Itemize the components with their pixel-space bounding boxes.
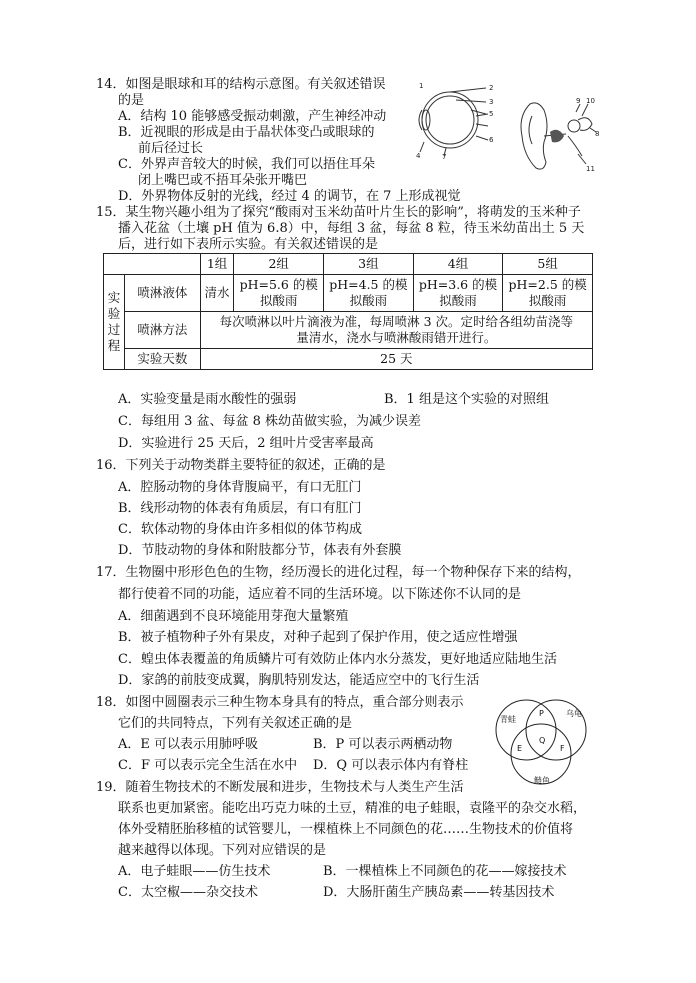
q16-option-a: A．腔肠动物的身体背腹扁平，有口无肛门: [118, 480, 362, 495]
venn-label-q: Q: [539, 736, 546, 745]
q14-option-d: D．外界物体反射的光线，经过 4 的调节，在 7 上形成视觉: [118, 189, 461, 204]
table-header-row: [104, 254, 593, 275]
q16-option-d: D．节肢动物的身体和附肢都分节，体表有外套膜: [118, 543, 402, 558]
q14-option-a: A．结构 10 能够感受振动刺激，产生神经冲动: [118, 109, 387, 124]
venn-label-turtle: 乌龟: [566, 709, 582, 718]
liquid-group-2: pH=5.6 的模 拟酸雨: [234, 275, 324, 312]
row-label-days: 实验天数: [125, 349, 201, 370]
header-group-1: 1组: [200, 254, 234, 275]
eye-diagram: [416, 80, 516, 160]
experiment-table: [103, 253, 593, 370]
venn-diagram: [488, 694, 594, 788]
q18-stem-line1: 18．如图中圆圈表示三种生物本身具有的特点，重合部分则表示: [96, 695, 464, 710]
header-group-2: 2组: [234, 254, 324, 275]
q15-stem-line1: 15．某生物兴趣小组为了探究“酸雨对玉米幼苗叶片生长的影响”，将萌发的玉米种子: [96, 205, 581, 220]
circle-carp: [511, 724, 571, 784]
q17-option-b: B．被子植物种子外有果皮，对种子起到了保护作用，使之适应性增强: [118, 630, 518, 645]
q19-option-d: D．大肠肝菌生产胰岛素——转基因技术: [323, 885, 555, 900]
q14-option-b-line2: 前后径过长: [138, 141, 204, 156]
liquid-group-4: pH=3.6 的模 拟酸雨: [413, 275, 503, 312]
venn-label-carp: 鲢鱼: [534, 776, 550, 785]
venn-label-frog: 青蛙: [500, 715, 516, 724]
q16-stem: 16．下列关于动物类群主要特征的叙述，正确的是: [96, 458, 386, 473]
eye-label-2: 2: [489, 84, 494, 92]
method-description: 每次喷淋以叶片滴液为准，每周喷淋 3 次。定时给各组幼苗浇等 量清水，浇水与喷淋酸雨错开进行。: [200, 312, 592, 349]
row-label-liquid: 喷淋液体: [125, 275, 201, 312]
q15-option-b: B．1 组是这个实验的对照组: [384, 392, 549, 407]
q14-option-c-line1: C．外界声音较大的时候，我们可以捂住耳朵: [118, 157, 375, 172]
q19-stem-line2: 联系也更加紧密。能吃出巧克力味的土豆，精准的电子蛙眼，袁隆平的杂交水稻，: [118, 801, 587, 816]
q19-option-b: B．一棵植株上不同颜色的花——嫁接技术: [323, 864, 567, 879]
q14-option-b-line1: B．近视眼的形成是由于晶状体变凸或眼球的: [118, 125, 375, 140]
q19-stem-line3: 体外受精胚胎移植的试管婴儿，一棵植株上不同颜色的花……生物技术的价值将: [118, 822, 574, 837]
liquid-group-5: pH=2.5 的模 拟酸雨: [503, 275, 593, 312]
header-group-3: 3组: [324, 254, 414, 275]
venn-label-p: P: [539, 709, 544, 718]
q18-option-b: B．P 可以表示两栖动物: [313, 737, 453, 752]
q19-stem-line1: 19．随着生物技术的不断发展和进步，生物技术与人类生产生活: [96, 780, 464, 795]
q17-option-c: C．蝗虫体表覆盖的角质鳞片可有效防止体内水分蒸发，更好地适应陆地生活: [118, 652, 557, 667]
q18-option-c: C．F 可以表示完全生活在水中: [118, 758, 298, 773]
liquid-group-1: 清水: [200, 275, 234, 312]
ear-label-9: 9: [576, 97, 581, 105]
q18-option-d: D．Q 可以表示体内有脊柱: [313, 758, 469, 773]
q15-stem-line2: 播入花盆（土壤 pH 值为 6.8）中，每组 3 盆，每盆 8 粒，待玉米幼苗出土 5 天: [118, 221, 585, 236]
ear-label-8: 8: [595, 130, 600, 138]
ear-diagram: [516, 96, 602, 174]
q17-stem-line1: 17．生物圈中形形色色的生物，经历漫长的进化过程，每一个物种保存下来的结构，: [96, 565, 581, 580]
venn-label-f: F: [560, 744, 565, 753]
eye-label-7: 7: [442, 153, 447, 160]
q19-stem-line4: 越来越得以体现。下列对应错误的是: [118, 843, 327, 858]
q18-stem-line2: 它们的共同特点，下列有关叙述正确的是: [118, 716, 353, 731]
eye-label-1: 1: [419, 82, 424, 90]
table-corner-cell: [104, 254, 201, 275]
days-value: 25 天: [200, 349, 592, 370]
eye-label-4: 4: [416, 152, 421, 160]
q15-option-c: C．每组用 3 盆、每盆 8 株幼苗做实验，为减少误差: [118, 414, 422, 429]
ear-label-11: 11: [586, 165, 595, 173]
q19-option-a: A．电子蛙眼——仿生技术: [118, 864, 271, 879]
q14-option-c-line2: 闭上嘴巴或不捂耳朵张开嘴巴: [138, 173, 308, 188]
ear-label-10: 10: [586, 97, 595, 105]
eye-label-5: 5: [489, 110, 494, 118]
q18-option-a: A．E 可以表示用肺呼吸: [118, 737, 259, 752]
table-row-liquid: [104, 275, 593, 312]
table-row-days: [104, 349, 593, 370]
q19-option-c: C．太空椒——杂交技术: [118, 885, 258, 900]
q15-option-a: A．实验变量是雨水酸性的强弱: [118, 392, 297, 407]
header-group-5: 5组: [503, 254, 593, 275]
liquid-group-3: pH=4.5 的模 拟酸雨: [324, 275, 414, 312]
q15-option-d: D．实验进行 25 天后，2 组叶片受害率最高: [118, 436, 374, 451]
venn-label-e: E: [517, 744, 523, 753]
side-label-experiment-process: 实 验 过 程: [104, 275, 125, 370]
q16-option-b: B．线形动物的体表有角质层，有口有肛门: [118, 501, 362, 516]
q16-option-c: C．软体动物的身体由许多相似的体节构成: [118, 522, 362, 537]
header-group-4: 4组: [413, 254, 503, 275]
q14-stem-line1: 14．如图是眼球和耳的结构示意图。有关叙述错误: [96, 77, 386, 92]
q15-stem-line3: 后，进行如下表所示实验。有关叙述错误的是: [118, 237, 379, 252]
table-row-method: [104, 312, 593, 349]
eye-label-6: 6: [489, 136, 494, 144]
eye-label-3: 3: [489, 98, 494, 106]
q17-option-a: A．细菌遇到不良环境能用芽孢大量繁殖: [118, 609, 349, 624]
q17-option-d: D．家鸽的前肢变成翼，胸肌特别发达，能适应空中的飞行生活: [118, 673, 480, 688]
row-label-method: 喷淋方法: [125, 312, 201, 349]
q17-stem-line2: 都行使着不同的功能，适应着不同的生活环境。以下陈述你不认同的是: [118, 587, 522, 602]
q14-stem-line2: 的是: [118, 93, 145, 108]
